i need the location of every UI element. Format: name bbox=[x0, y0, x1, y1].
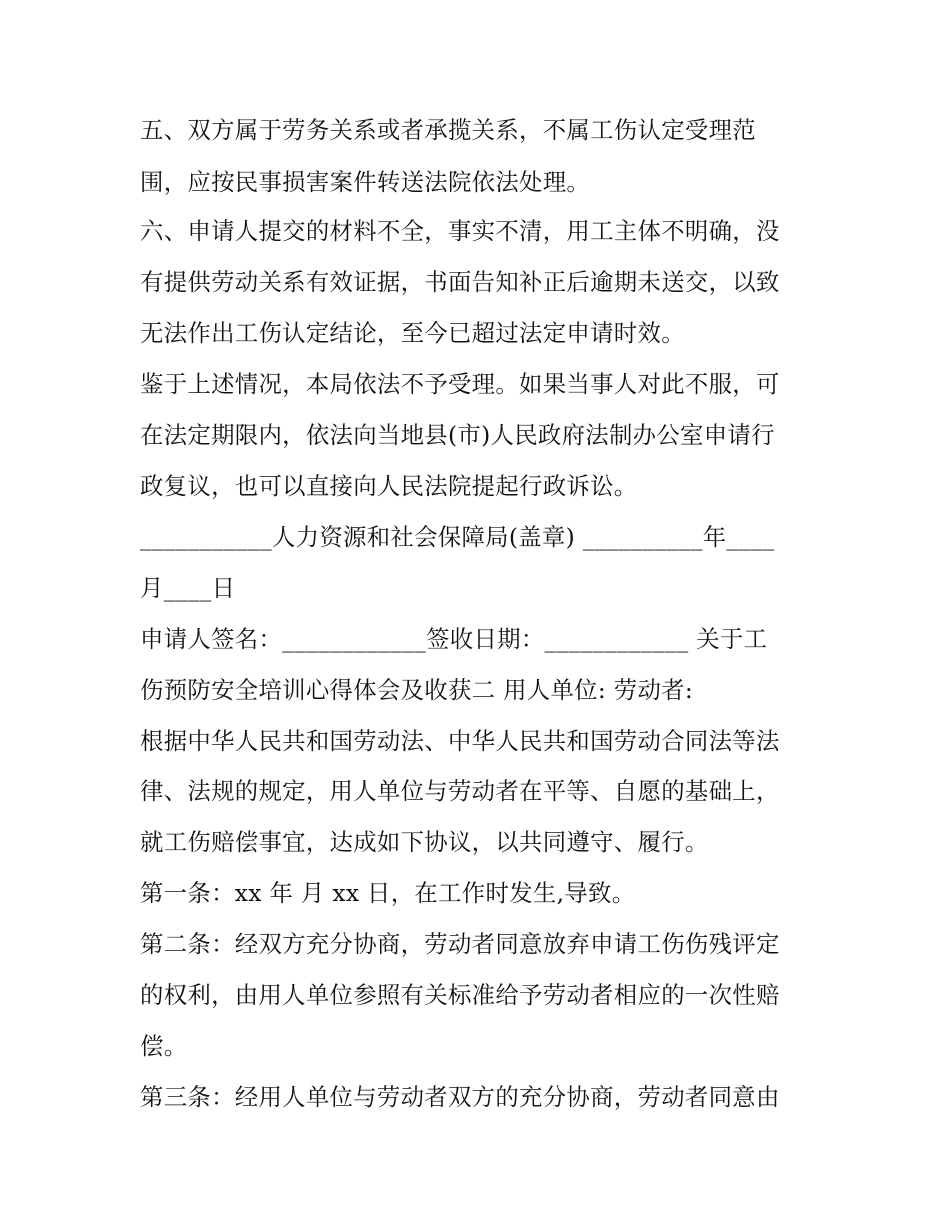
paragraph-line-15: 就工伤赔偿事宜，达成如下协议，以共同遵守、履行。 bbox=[140, 828, 709, 856]
article-3-line-1: 第三条：经用人单位与劳动者双方的充分协商，劳动者同意由 bbox=[140, 1083, 780, 1111]
paragraph-line-1: 五、双方属于劳务关系或者承揽关系，不属工伤认定受理范 bbox=[140, 116, 756, 144]
paragraph-line-3: 六、申请人提交的材料不全，事实不清，用工主体不明确，没 bbox=[140, 217, 780, 245]
paragraph-line-5: 无法作出工伤认定结论，至今已超过法定申请时效。 bbox=[140, 319, 685, 347]
article-2-line-1: 第二条：经双方充分协商，劳动者同意放弃申请工伤伤残评定 bbox=[140, 930, 780, 958]
date-line: 月____日 bbox=[140, 574, 236, 602]
paragraph-line-6: 鉴于上述情况，本局依法不予受理。如果当事人对此不服，可 bbox=[140, 370, 780, 398]
article-1-line: 第一条：xx 年 月 xx 日，在工作时发生,导致。 bbox=[140, 879, 636, 907]
paragraph-line-2: 围，应按民事损害案件转送法院依法处理。 bbox=[140, 168, 591, 196]
paragraph-line-13: 根据中华人民共和国劳动法、中华人民共和国劳动合同法等法 bbox=[140, 727, 780, 755]
article-2-line-3: 偿。 bbox=[140, 1032, 188, 1060]
paragraph-line-14: 律、法规的规定，用人单位与劳动者在平等、自愿的基础上， bbox=[140, 777, 780, 805]
applicant-signature-line: 申请人签名：____________签收日期：____________ 关于工 bbox=[140, 625, 768, 653]
paragraph-line-4: 有提供劳动关系有效证据，书面告知补正后逾期未送交，以致 bbox=[140, 268, 780, 296]
paragraph-line-7: 在法定期限内，依法向当地县(市)人民政府法制办公室申请行 bbox=[140, 421, 775, 449]
paragraph-line-8: 政复议，也可以直接向人民法院提起行政诉讼。 bbox=[140, 472, 638, 500]
paragraph-line-12: 伤预防安全培训心得体会及收获二 用人单位: 劳动者: bbox=[140, 676, 694, 704]
signature-seal-line: ___________人力资源和社会保障局(盖章) __________年____ bbox=[140, 523, 775, 551]
article-2-line-2: 的权利，由用人单位参照有关标准给予劳动者相应的一次性赔 bbox=[140, 981, 780, 1009]
